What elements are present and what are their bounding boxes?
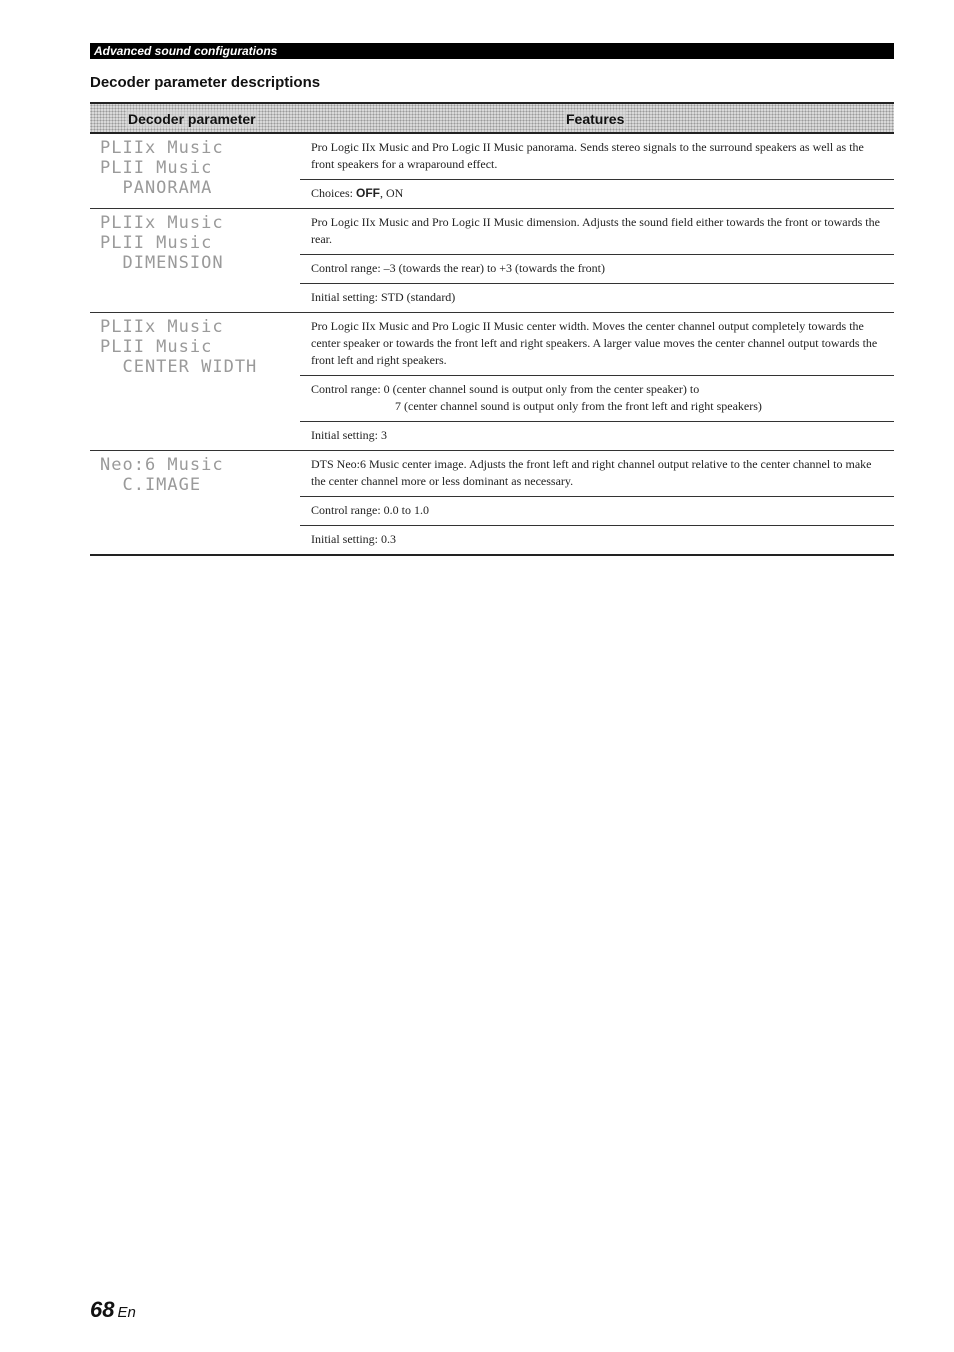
section-title: Advanced sound configurations [94,44,278,58]
table-row-center-width [90,313,894,451]
page-language: En [117,1304,136,1321]
feature-initial-setting: Initial setting: 0.3 [311,532,396,546]
section-title-bar [90,43,894,59]
param-display-panorama [100,138,300,198]
control-range-line: Control range: 0 (center channel sound is output only from the center speaker) to [311,382,700,396]
feature-initial-setting: Initial setting: 3 [311,428,387,442]
choices-rest: , ON [380,186,404,200]
param-line: Neo:6 Music [100,455,224,475]
feature-choices [300,180,894,208]
param-line: PANORAMA [100,178,213,198]
features-panorama [300,134,894,208]
param-display-center-width [100,317,300,377]
table-row-panorama [90,134,894,209]
feature-control-range: Control range: –3 (towards the rear) to +3 (towards the front) [300,255,894,284]
table-row-dimension [90,209,894,313]
choices-label: Choices: [311,186,356,200]
feature-description: Pro Logic IIx Music and Pro Logic II Music dimension. Adjusts the sound field either towards the front or towards the rear. [300,209,894,255]
control-range-line: 7 (center channel sound is output only from the front left and right speakers) [395,399,762,413]
features-center-width [300,313,894,450]
param-line: PLII Music [100,233,213,253]
param-line: C.IMAGE [100,475,202,495]
table-header [90,102,894,134]
choices-default: OFF [356,186,380,200]
feature-control-range: Control range: 0.0 to 1.0 [300,497,894,526]
param-display-c-image [100,455,300,495]
header-features: Features [566,111,625,127]
param-line: PLII Music [100,337,213,357]
param-display-dimension [100,213,300,273]
param-line: PLIIx Music [100,317,224,337]
feature-description: Pro Logic IIx Music and Pro Logic II Music center width. Moves the center channel output completely towards the center speaker or towards the front left and right speakers. A larger value moves the center channel output towards the front left and right speakers. [300,313,894,376]
param-line: PLIIx Music [100,138,224,158]
header-decoder-parameter: Decoder parameter [128,111,256,127]
features-c-image [300,451,894,554]
page-heading: Decoder parameter descriptions [90,74,321,91]
page-number-value: 68 [90,1297,115,1322]
feature-description: Pro Logic IIx Music and Pro Logic II Music panorama. Sends stereo signals to the surround speakers as well as the front speakers for a wraparound effect. [300,134,894,180]
table-row-c-image [90,451,894,556]
param-line: DIMENSION [100,253,224,273]
param-line: PLII Music [100,158,213,178]
page-number [90,1296,136,1327]
decoder-parameter-table [90,102,894,556]
features-dimension [300,209,894,312]
feature-control-range [300,376,894,422]
feature-initial-setting: Initial setting: STD (standard) [311,290,456,304]
param-line: CENTER WIDTH [100,357,258,377]
param-line: PLIIx Music [100,213,224,233]
feature-description: DTS Neo:6 Music center image. Adjusts the front left and right channel output relative to the center channel to make the center channel more or less dominant as necessary. [300,451,894,497]
